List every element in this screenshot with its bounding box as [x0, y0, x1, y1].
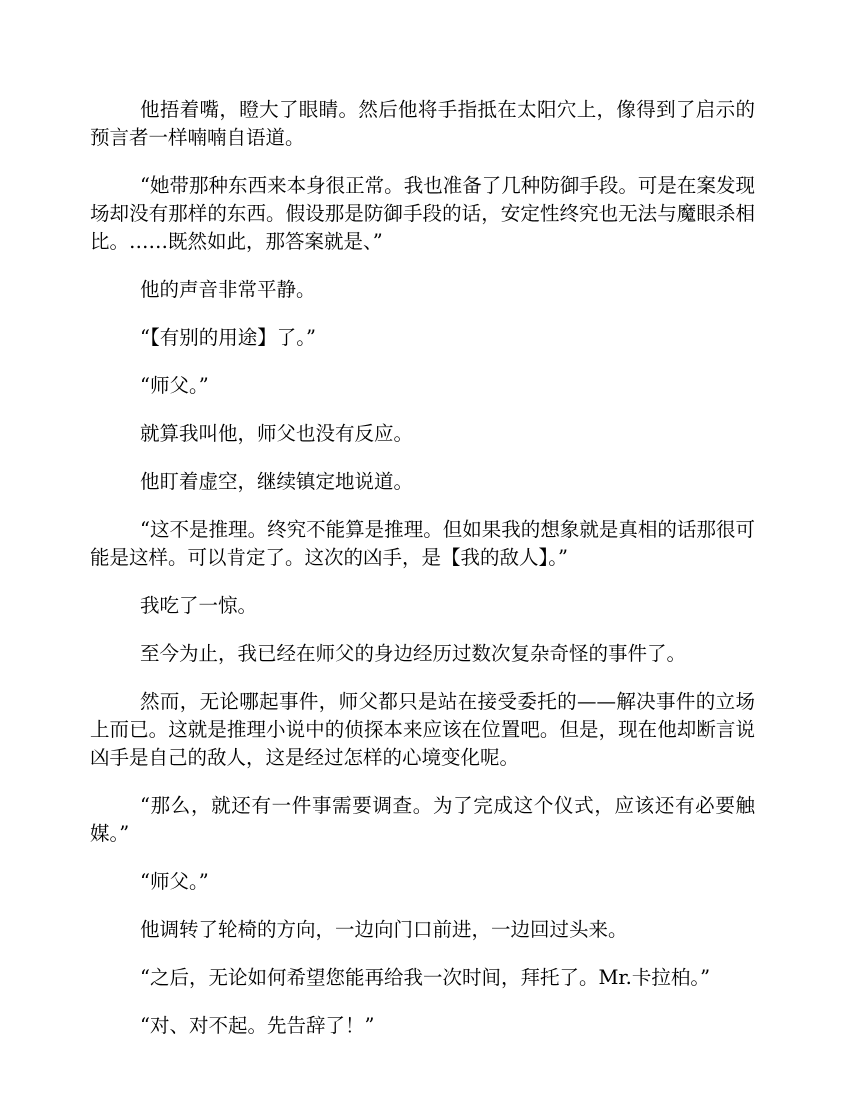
paragraph-11: 然而，无论哪起事件，师父都只是站在接受委托的——解决事件的立场上而已。这就是推理小说中的侦探本来应该在位置吧。但是，现在他却断言说凶手是自己的敌人，这是经过怎样的心境变化呢。: [90, 690, 755, 769]
paragraph-4: “【有别的用途】了。”: [140, 326, 316, 349]
paragraph-8: “这不是推理。终究不能算是推理。但如果我的想象就是真相的话那很可能是这样。可以肯定了。这次的凶手，是【我的敌人】。”: [90, 518, 755, 569]
paragraph-7: 他盯着虚空，继续镇定地说道。: [140, 470, 414, 493]
document-page: [90, 96, 755, 1060]
paragraph-12: “那么，就还有一件事需要调查。为了完成这个仪式，应该还有必要触媒。”: [90, 794, 755, 845]
paragraph-16: “对、对不起。先告辞了！”: [140, 1014, 375, 1037]
paragraph-14: 他调转了轮椅的方向，一边向门口前进，一边回过头来。: [140, 918, 628, 941]
paragraph-10: 至今为止，我已经在师父的身边经历过数次复杂奇怪的事件了。: [140, 642, 687, 665]
paragraph-1: 他捂着嘴，瞪大了眼睛。然后他将手指抵在太阳穴上，像得到了启示的预言者一样喃喃自语道。: [90, 98, 755, 149]
paragraph-15: “之后，无论如何希望您能再给我一次时间，拜托了。Mr.卡拉柏。”: [140, 966, 711, 989]
paragraph-13: “师父。”: [140, 870, 209, 893]
paragraph-9: 我吃了一惊。: [140, 594, 258, 617]
paragraph-3: 他的声音非常平静。: [140, 278, 316, 301]
paragraph-6: 就算我叫他，师父也没有反应。: [140, 422, 414, 445]
paragraph-5: “师父。”: [140, 374, 209, 397]
paragraph-2: “她带那种东西来本身很正常。我也准备了几种防御手段。可是在案发现场却没有那样的东西。假设那是防御手段的话，安定性终究也无法与魔眼杀相比。……既然如此，那答案就是、”: [90, 174, 755, 253]
